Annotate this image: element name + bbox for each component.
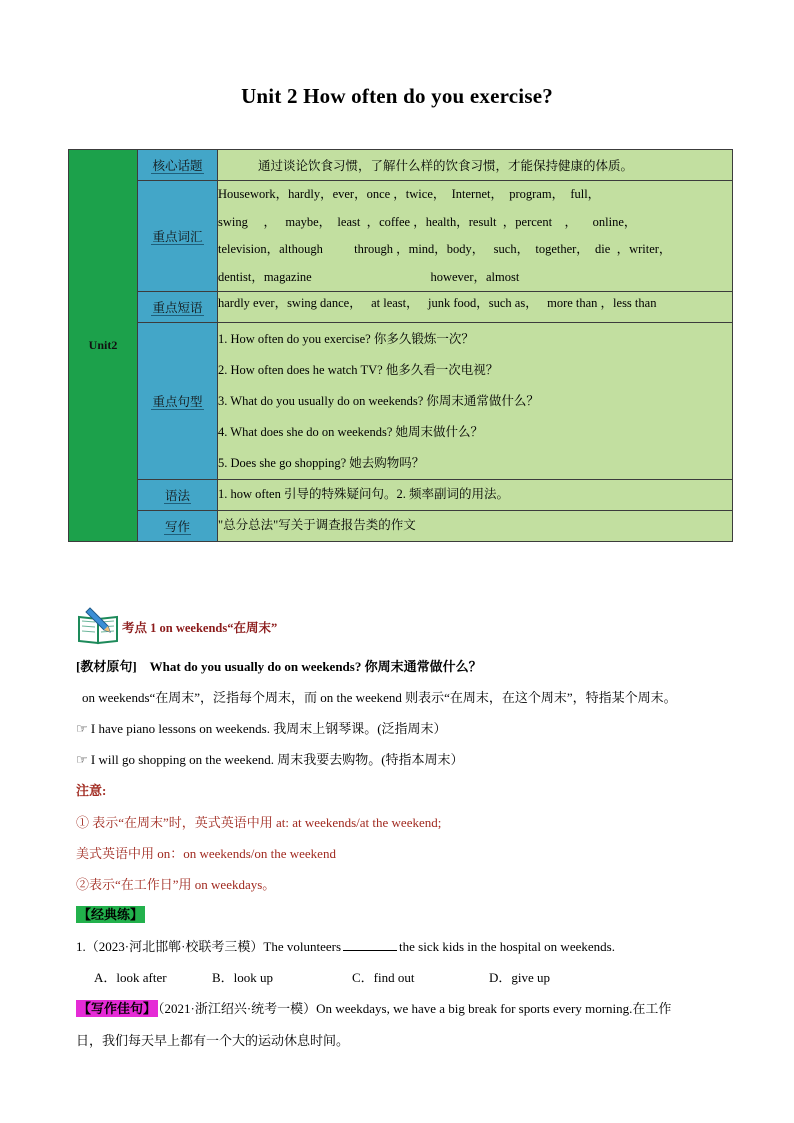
sentences-content [218, 323, 733, 480]
option-d[interactable]: D．give up [489, 970, 551, 985]
book-pencil-icon [76, 605, 122, 645]
writing-label: 写作 [138, 511, 218, 542]
question-1: 1.（2023·河北邯郸·校联考三模）The volunteers the sick kids in the hospital on weekends. [76, 939, 615, 954]
practice-heading [76, 904, 736, 923]
option-a[interactable]: A．look after [94, 970, 167, 985]
topic-content: 通过谈论饮食习惯，了解什么样的饮食习惯，才能保持健康的体质。 [218, 150, 733, 181]
note-3: ②表示“在工作日”用 on weekdays。 [76, 877, 276, 892]
phrases-label: 重点短语 [138, 292, 218, 323]
page-title: Unit 2 How often do you exercise? [241, 84, 553, 108]
vocab-content [218, 181, 733, 292]
writing-example: 【写作佳句】 （2021·浙江绍兴·统考一模）On weekdays, we have a big break for sports every morning.在工作 [78, 1001, 672, 1016]
sentence-line: 5. Does she go shopping? 她去购物吗？ [218, 455, 425, 470]
vocab-line: television，although through ，mind，body， such， together， die ，writer， [218, 242, 672, 256]
sentence-line: 2. How often does he watch TV? 他多久看一次电视？ [218, 362, 499, 377]
source-sentence: [教材原句] What do you usually do on weekends? 你周末通常做什么？ [76, 659, 482, 674]
option-c[interactable]: C．find out [352, 970, 415, 985]
note-label: 注意: [76, 783, 107, 798]
answer-blank[interactable] [343, 938, 397, 951]
topic-label: 核心话题 [138, 150, 218, 181]
vocab-line: Housework，hardly，ever，once ，twice， Internet， program， full， [218, 187, 601, 201]
sentence-line: 4. What does she do on weekends? 她周末做什么？ [218, 424, 484, 439]
phrases-content: hardly ever，swing dance， at least， junk food，such as， more than ，less than [218, 292, 733, 323]
example-2: ☞ I will go shopping on the weekend. 周末我要去购物。(特指本周末） [76, 752, 464, 767]
explanation: on weekends“在周末”，泛指每个周末，而 on the weekend 则表示“在周末，在这个周末”，特指某个周末。 [82, 690, 677, 705]
vocab-line: swing ， maybe， least ，coffee ，health，result ，percent ， online， [218, 214, 637, 229]
vocab-label: 重点词汇 [138, 181, 218, 292]
grammar-content: 1. how often 引导的特殊疑问句。2. 频率副词的用法。 [218, 480, 733, 511]
unit-overview-table [68, 149, 733, 542]
sentences-label: 重点句型 [138, 323, 218, 480]
practice-tag: 【经典练】 [78, 907, 144, 922]
example-1: ☞ I have piano lessons on weekends. 我周末上钢琴课。(泛指周末） [76, 721, 447, 736]
grammar-label: 语法 [138, 480, 218, 511]
sentence-line: 3. What do you usually do on weekends? 你周末通常做什么？ [218, 393, 539, 408]
note-1: ① 表示“在周末”时，英式英语中用 at: at weekends/at the weekend; [76, 815, 442, 830]
kaodian-header [76, 605, 676, 647]
vocab-line: dentist，magazine however，almost [218, 269, 520, 284]
sentence-line: 1. How often do you exercise? 你多久锻炼一次？ [218, 331, 474, 346]
unit-cell: Unit2 [69, 150, 138, 542]
kaodian-title: 考点 1 on weekends“在周末” [122, 621, 278, 635]
question-1-options [94, 967, 754, 986]
writing-content: "总分总法"写关于调查报告类的作文 [218, 511, 733, 542]
writing-tag: 【写作佳句】 [78, 1001, 157, 1016]
option-b[interactable]: B．look up [212, 970, 274, 985]
writing-example-line-2: 日，我们每天早上都有一个大的运动休息时间。 [76, 1033, 350, 1048]
note-2: 美式英语中用 on：on weekends/on the weekend [76, 846, 336, 861]
